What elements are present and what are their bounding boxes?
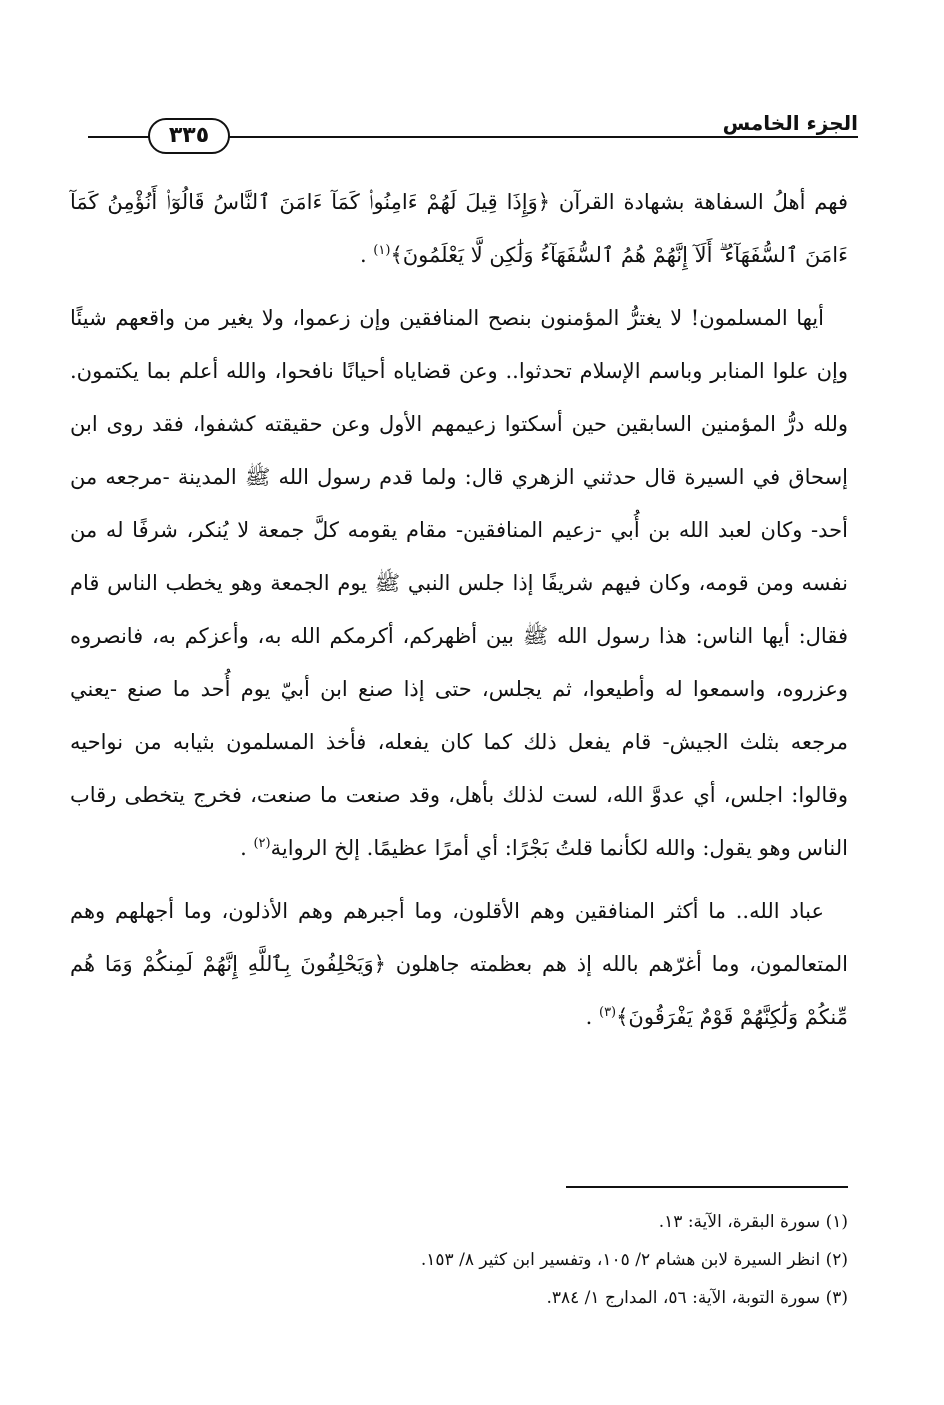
paragraph-3	[70, 885, 848, 1044]
page-number-badge: ٣٣٥	[148, 118, 230, 154]
paragraph-2-end: .	[240, 836, 254, 860]
quran-verse-1: ﴿وَإِذَا قِيلَ لَهُمْ ءَامِنُوا۟ كَمَآ ءَامَنَ ٱلنَّاسُ قَالُوٓا۟ أَنُؤْمِنُ كَمَآ ءَامَنَ ٱلسُّفَهَآءُ ۗ أَلَآ إِنَّهُمْ هُمُ ٱلسُّفَهَآءُ وَلَٰكِن لَّا يَعْلَمُونَ﴾	[70, 190, 848, 267]
paragraph-2	[70, 292, 848, 875]
footnote-ref-1: (١)	[373, 243, 391, 258]
footnote-3: (٣) سورة التوبة، الآية: ٥٦، المدارج ١/ ٣٨٤.	[546, 1288, 848, 1308]
quran-verse-2: ﴿وَيَحْلِفُونَ بِٱللَّهِ إِنَّهُمْ لَمِنكُمْ وَمَا هُم مِّنكُمْ وَلَٰكِنَّهُمْ قَوْمٌ يَفْرَقُونَ﴾	[70, 952, 848, 1029]
footnote-1: (١) سورة البقرة، الآية: ١٣.	[658, 1212, 848, 1232]
page-header	[88, 108, 858, 164]
footnote-2: (٢) انظر السيرة لابن هشام ٢/ ١٠٥، وتفسير ابن كثير ٨/ ١٥٣.	[420, 1250, 848, 1270]
paragraph-1	[70, 176, 848, 282]
footnote-ref-3: (٣)	[598, 1005, 617, 1020]
footnotes	[88, 1203, 848, 1317]
footnote-ref-2: (٢)	[253, 836, 271, 851]
paragraph-3-text: عباد الله.. ما أكثر المنافقين وهم الأقلون، وما أجبرهم وهم الأذلون، وما أجهلهم وهم المتعالمون، وما أغرّهم بالله إذ هم بعظمته جاهلون	[70, 899, 848, 976]
running-title: الجزء الخامس	[722, 111, 858, 135]
paragraph-3-end: .	[585, 1005, 599, 1029]
paragraph-2-text: أيها المسلمون! لا يغترُّ المؤمنون بنصح المنافقين وإن زعموا، ولا يغير من واقعهم شيئًا وإن علوا المنابر وباسم الإسلام تحدثوا.. وعن قضاياه أحيانًا نافحوا، والله أعلم بما يكتمون. ولله درُّ المؤمنين السابقين حين أسكتوا زعيمهم الأول وعن حقيقته كشفوا، فقد روى ابن إسحاق في السيرة قال حدثني الزهري قال: ولما قدم رسول الله ﷺ المدينة -مرجعه من أحد- وكان لعبد الله بن أُبي -زعيم المنافقين- مقام يقومه كلَّ جمعة لا يُنكر، شرفًا له من نفسه ومن قومه، وكان فيهم شريفًا إذا جلس النبي ﷺ يوم الجمعة وهو يخطب الناس قام فقال: أيها الناس: هذا رسول الله ﷺ بين أظهركم، أكرمكم الله به، وأعزكم به، فانصروه وعزروه، واسمعوا له وأطيعوا، ثم يجلس، حتى إذا صنع ابن أبيّ يوم أُحد ما صنع -يعني مرجعه بثلث الجيش- قام يفعل ذلك كما كان يفعله، فأخذ المسلمون بثيابه من نواحيه وقالوا: اجلس، أي عدوَّ الله، لست لذلك بأهل، وقد صنعت ما صنعت، فخرج يتخطى رقاب الناس وهو يقول: والله لكأنما قلتُ بَجْرًا: أي أمرًا عظيمًا. إلخ الرواية	[70, 306, 848, 860]
paragraph-1-end: .	[359, 243, 374, 267]
footnote-separator	[566, 1186, 848, 1188]
body-text	[70, 176, 848, 1054]
paragraph-1-text: فهم أهلُ السفاهة بشهادة القرآن	[550, 190, 848, 214]
